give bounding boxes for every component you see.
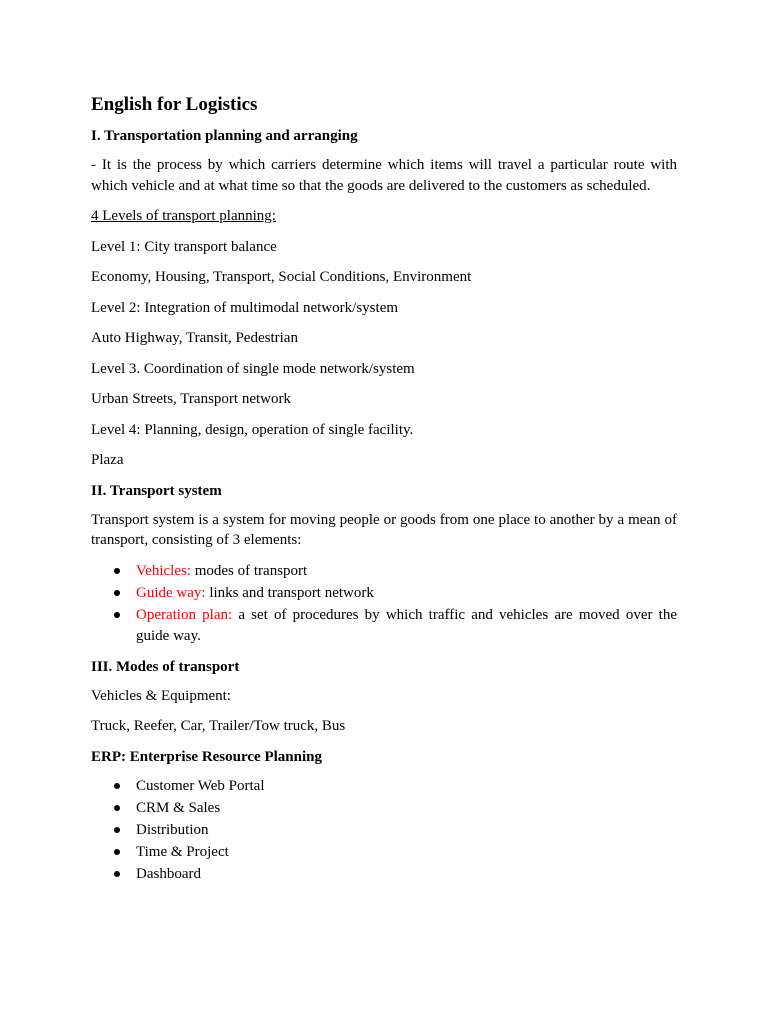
- section-1-intro: - It is the process by which carriers determine which items will travel a particular route with which vehicle and at what time so that the goods are delivered to the customers as scheduled.: [91, 157, 677, 194]
- level-3-detail: Urban Streets, Transport network: [91, 391, 291, 407]
- bullet-term: Vehicles:: [136, 562, 191, 579]
- bullet-text: links and transport network: [205, 584, 374, 601]
- transport-elements-list: [91, 561, 677, 647]
- bullet-icon: [114, 783, 120, 789]
- bullet-icon: [114, 612, 120, 618]
- list-item: [91, 864, 677, 885]
- bullet-icon: [114, 871, 120, 877]
- erp-item-label: Dashboard: [136, 865, 201, 882]
- section-1-heading: I. Transportation planning and arranging: [91, 128, 358, 144]
- list-item: [91, 583, 677, 604]
- list-item: [91, 798, 677, 819]
- section-2-heading: II. Transport system: [91, 482, 222, 499]
- level-4-line: Level 4: Planning, design, operation of single facility.: [91, 421, 414, 438]
- erp-item-label: Time & Project: [136, 843, 229, 860]
- section-2-intro: Transport system is a system for moving people or goods from one place to another by a mean of transport, consisting of 3 elements:: [91, 511, 677, 548]
- document-title: English for Logistics: [91, 94, 258, 115]
- level-2-line: Level 2: Integration of multimodal network/system: [91, 299, 399, 316]
- bullet-icon: [114, 805, 120, 811]
- erp-item-label: CRM & Sales: [136, 799, 221, 816]
- level-4-detail: Plaza: [91, 452, 124, 468]
- bullet-icon: [114, 827, 120, 833]
- bullet-term: Guide way:: [136, 584, 206, 601]
- bullet-icon: [114, 568, 120, 574]
- list-item: [91, 605, 677, 647]
- bullet-text: modes of transport: [190, 562, 308, 579]
- level-1-detail: Economy, Housing, Transport, Social Conditions, Environment: [91, 269, 472, 285]
- erp-item-label: Distribution: [136, 821, 209, 838]
- section-3-line-2: Truck, Reefer, Car, Trailer/Tow truck, Bus: [91, 718, 346, 734]
- level-2-detail: Auto Highway, Transit, Pedestrian: [91, 330, 298, 346]
- bullet-icon: [114, 590, 120, 596]
- level-3-line: Level 3. Coordination of single mode network/system: [91, 360, 415, 377]
- erp-heading: ERP: Enterprise Resource Planning: [91, 748, 322, 765]
- list-item: [91, 776, 677, 797]
- bullet-icon: [114, 849, 120, 855]
- section-3-heading: III. Modes of transport: [91, 658, 240, 675]
- list-item: [91, 820, 677, 841]
- erp-list: [91, 776, 677, 885]
- levels-heading: 4 Levels of transport planning:: [91, 208, 276, 224]
- section-3-line-1: Vehicles & Equipment:: [91, 687, 231, 704]
- list-item: [91, 842, 677, 863]
- bullet-term: Operation plan:: [136, 606, 233, 623]
- list-item: [91, 561, 677, 582]
- erp-item-label: Customer Web Portal: [136, 777, 265, 794]
- level-1-line: Level 1: City transport balance: [91, 238, 277, 255]
- bullet-text: a set of procedures by which traffic and vehicles are moved over the guide way.: [136, 606, 677, 644]
